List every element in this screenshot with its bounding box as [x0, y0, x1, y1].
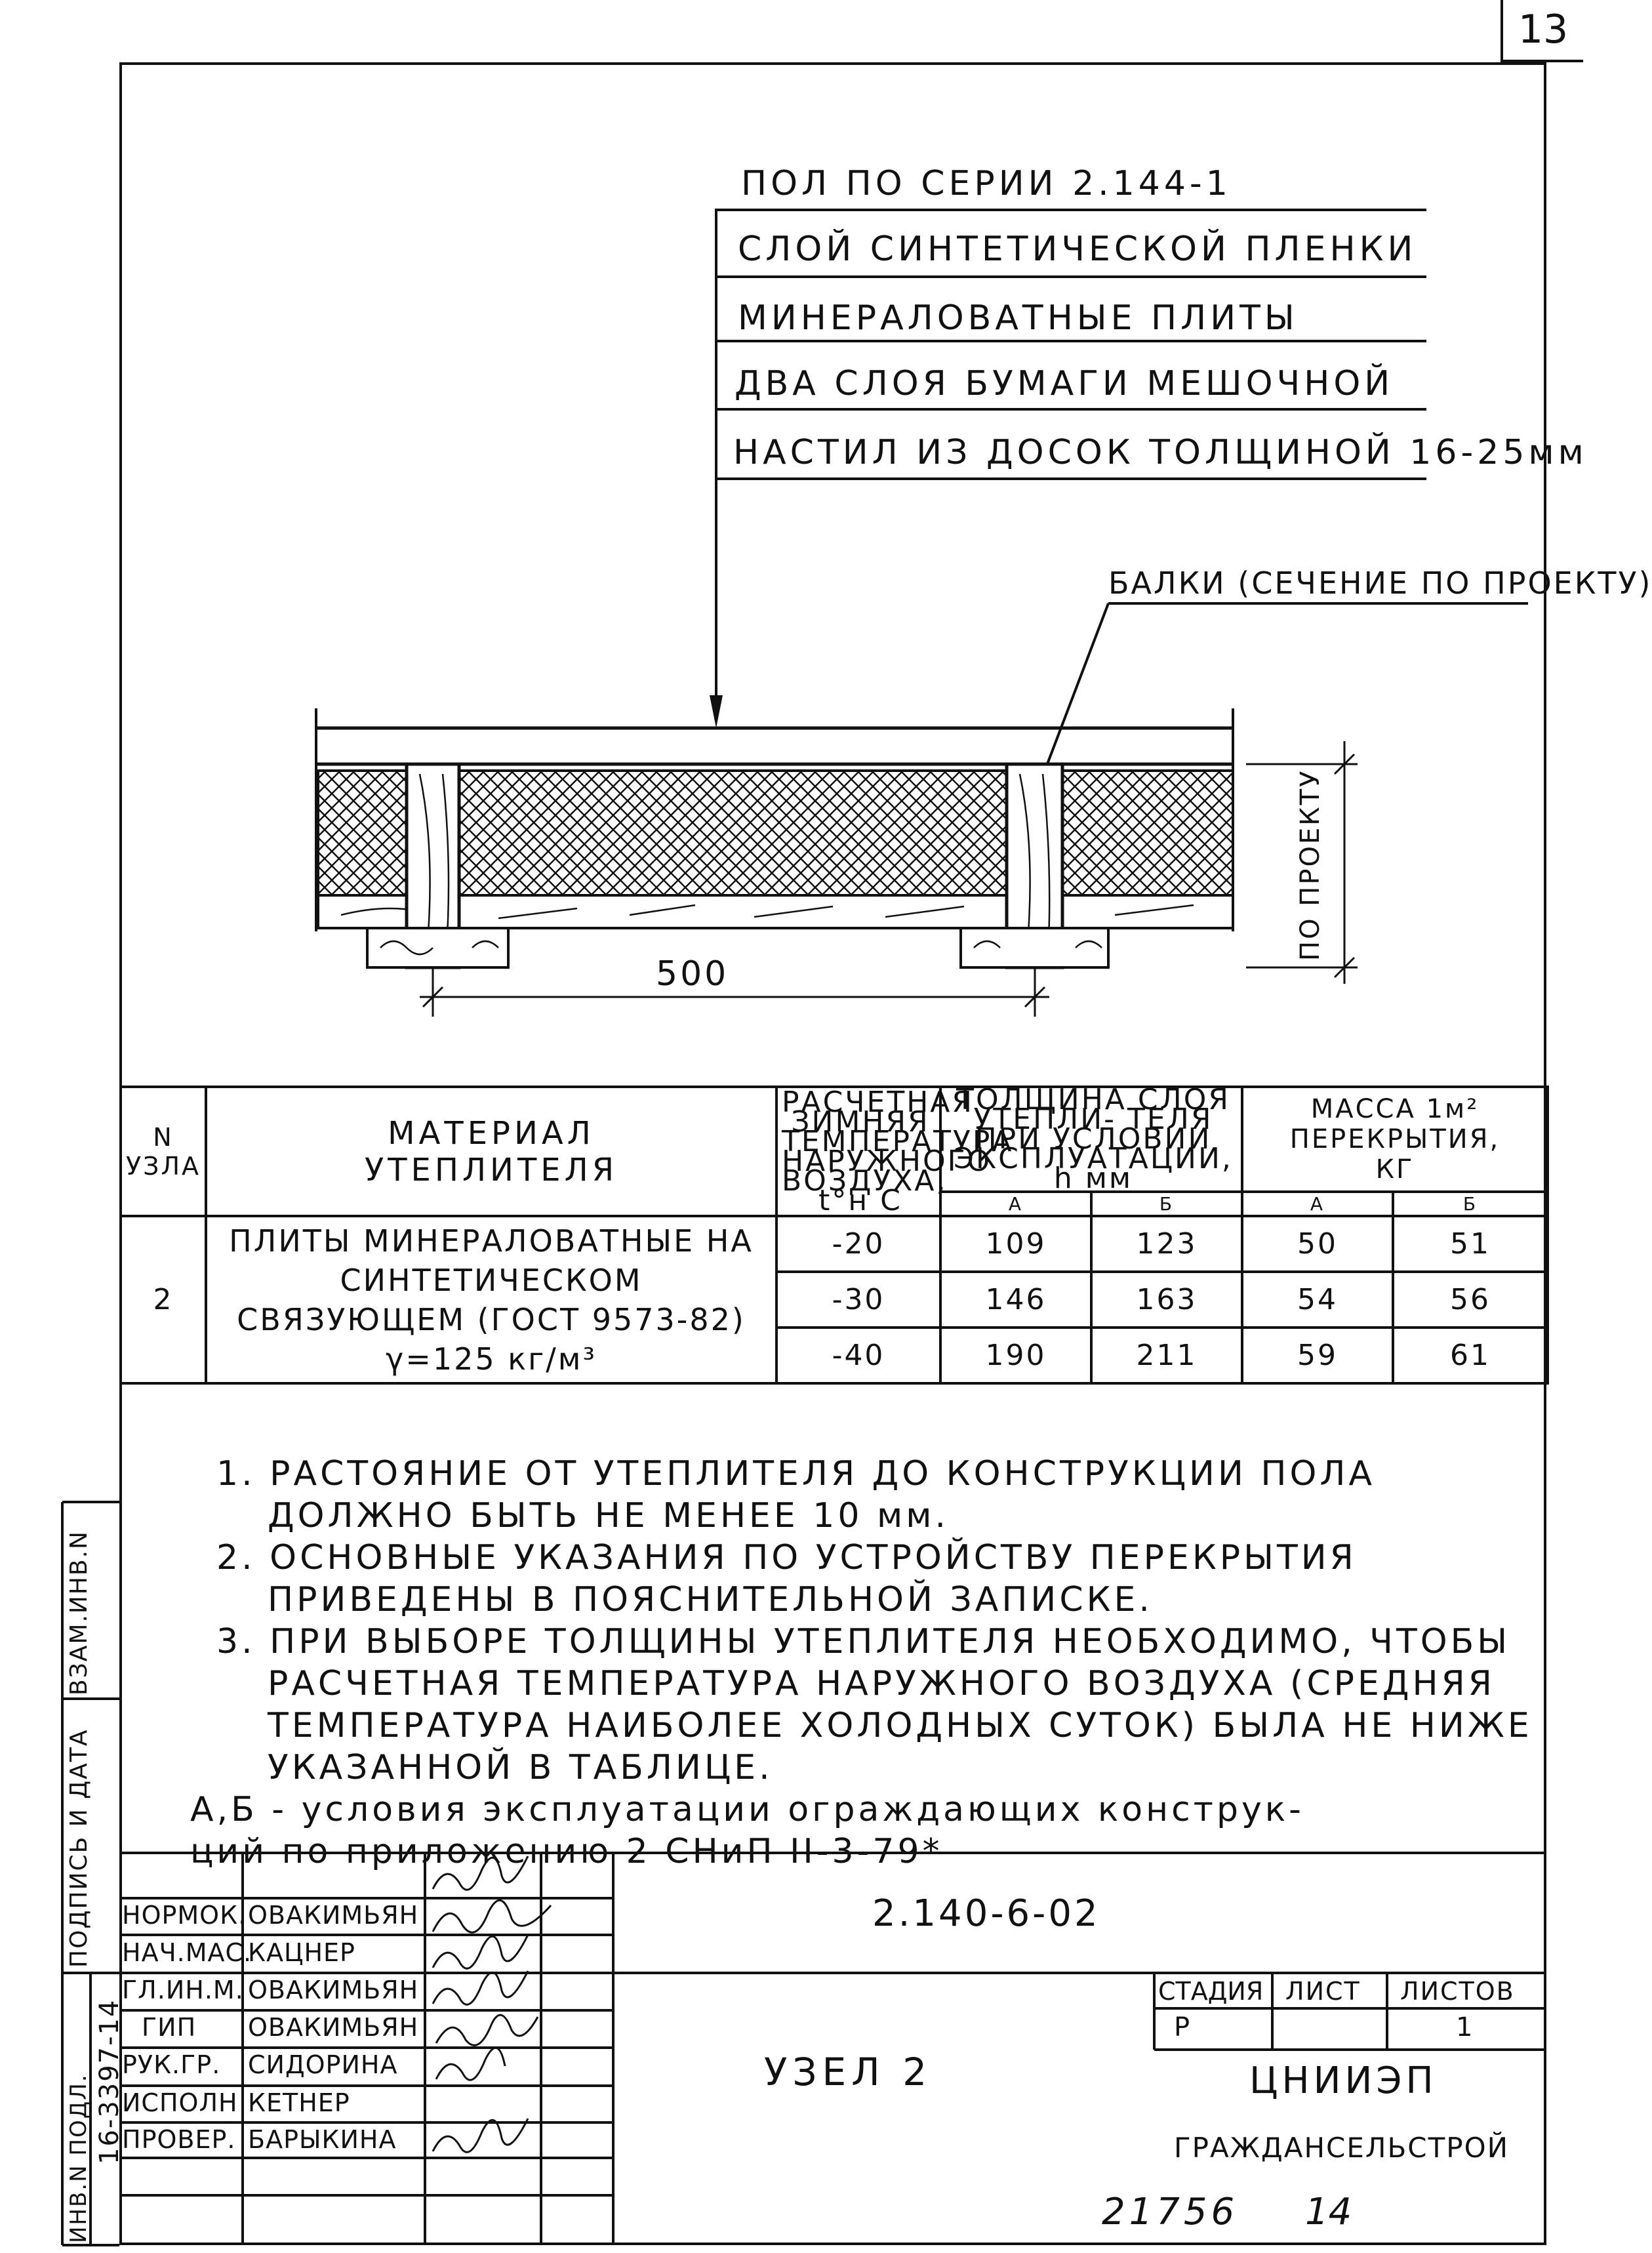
mass-a-cell: 59	[1242, 1328, 1393, 1383]
material-name: ПЛИТЫ МИНЕРАЛОВАТНЫЕ НА СИНТЕТИЧЕСКОМ СВЯЗУЮЩЕМ (ГОСТ 9573-82) γ=125 кг/м³	[206, 1216, 776, 1383]
header-node: N УЗЛА	[121, 1087, 206, 1216]
sheet-title: УЗЕЛ 2	[764, 2050, 933, 2094]
thick-a-cell: 146	[940, 1272, 1091, 1328]
header-thick-a: А	[940, 1192, 1091, 1216]
signer-role: ПРОВЕР.	[122, 2125, 236, 2154]
node-number: 2	[121, 1216, 206, 1383]
inventory-number: 16-3397-14	[94, 1999, 125, 2164]
page-number: 13	[1501, 0, 1583, 62]
note-3: 3. ПРИ ВЫБОРЕ ТОЛЩИНЫ УТЕПЛИТЕЛЯ НЕОБХОДИМО, ЧТОБЫ	[216, 1622, 1511, 1661]
replacement-inventory-label: ВЗАМ.ИНВ.N	[66, 1530, 92, 1695]
span-dimension: 500	[656, 954, 729, 994]
mass-b-cell: 61	[1393, 1328, 1548, 1383]
signer-row	[119, 1901, 546, 1938]
layer-floor: ПОЛ ПО СЕРИИ 2.144-1	[741, 164, 1232, 203]
signer-role: ГЛ.ИН.М.	[122, 1976, 244, 2004]
sheets-header: ЛИСТОВ	[1400, 1977, 1515, 2006]
sheet-header: ЛИСТ	[1285, 1977, 1361, 2006]
temp-cell: -20	[776, 1216, 940, 1272]
header-mass-a: А	[1242, 1192, 1393, 1216]
organization-division: ГРАЖДАНСЕЛЬСТРОЙ	[1174, 2132, 1510, 2164]
signer-row	[119, 2088, 546, 2126]
signer-name: БАРЫКИНА	[248, 2125, 397, 2154]
signer-row	[119, 2050, 546, 2088]
note-conditions-cont: ций по приложению 2 СНиП II-3-79*	[190, 1832, 943, 1871]
stage-value: Р	[1174, 2012, 1190, 2042]
thick-b-cell: 163	[1091, 1272, 1242, 1328]
organization-name: ЦНИИЭП	[1249, 2060, 1438, 2102]
note-conditions: А,Б - условия эксплуатации ограждающих конструк-	[190, 1790, 1304, 1829]
header-thickness: ТОЛЩИНА СЛОЯ УТЕПЛИ- ТЕЛЯ ПРИ УСЛОВИИ ЭКСПЛУАТАЦИИ, h мм	[940, 1087, 1242, 1192]
mass-a-cell: 50	[1242, 1216, 1393, 1272]
header-temperature: РАСЧЕТНАЯ ЗИМНЯЯ ТЕМПЕРАТУРА НАРУЖНОГО ВОЗДУХА, t°н С	[776, 1087, 940, 1216]
signer-name: СИДОРИНА	[248, 2050, 398, 2079]
signer-role: НАЧ.МАС.	[122, 1938, 252, 1967]
mass-b-cell: 51	[1393, 1216, 1548, 1272]
signer-row	[119, 1938, 546, 1976]
signer-role: ИСПОЛН	[122, 2088, 238, 2117]
beams-label: БАЛКИ (СЕЧЕНИЕ ПО ПРОЕКТУ)	[1108, 565, 1652, 601]
layer-boards: НАСТИЛ ИЗ ДОСОК ТОЛЩИНОЙ 16-25мм	[733, 433, 1588, 472]
thick-b-cell: 123	[1091, 1216, 1242, 1272]
header-thick-b: Б	[1091, 1192, 1242, 1216]
sheets-value: 1	[1456, 2012, 1473, 2042]
temp-cell: -40	[776, 1328, 940, 1383]
height-dimension: ПО ПРОЕКТУ	[1295, 769, 1325, 961]
thick-b-cell: 211	[1091, 1328, 1242, 1383]
signer-name: ОВАКИМЬЯН	[248, 1901, 419, 1930]
layer-film: СЛОЙ СИНТЕТИЧЕСКОЙ ПЛЕНКИ	[738, 230, 1417, 269]
footer-page: 14	[1305, 2191, 1352, 2233]
note-3-cont: ТЕМПЕРАТУРА НАИБОЛЕЕ ХОЛОДНЫХ СУТОК) БЫЛА НЕ НИЖЕ	[268, 1706, 1533, 1745]
signer-role: РУК.ГР.	[122, 2050, 221, 2079]
note-3-cont: РАСЧЕТНАЯ ТЕМПЕРАТУРА НАРУЖНОГО ВОЗДУХА (СРЕДНЯЯ	[268, 1664, 1495, 1703]
signer-row	[119, 2125, 546, 2162]
layer-mineral-wool: МИНЕРАЛОВАТНЫЕ ПЛИТЫ	[738, 298, 1299, 338]
signer-role: ГИП	[142, 2013, 197, 2042]
header-mass-b: Б	[1393, 1192, 1548, 1216]
archive-number: 21756	[1102, 2191, 1239, 2233]
inventory-original-label: ИНВ.N ПОДЛ.	[66, 2073, 92, 2243]
note-3-cont: УКАЗАННОЙ В ТАБЛИЦЕ.	[268, 1748, 773, 1787]
thick-a-cell: 109	[940, 1216, 1091, 1272]
stage-header: СТАДИЯ	[1158, 1977, 1264, 2006]
header-mass: МАССА 1м² ПЕРЕКРЫТИЯ, КГ	[1242, 1087, 1548, 1192]
layer-paper: ДВА СЛОЯ БУМАГИ МЕШОЧНОЙ	[735, 364, 1394, 403]
signature-date-label: ПОДПИСЬ И ДАТА	[66, 1728, 92, 1968]
signer-row	[119, 2013, 546, 2050]
document-code: 2.140-6-02	[872, 1892, 1100, 1935]
note-1-cont: ДОЛЖНО БЫТЬ НЕ МЕНЕЕ 10 мм.	[268, 1496, 949, 1535]
thick-a-cell: 190	[940, 1328, 1091, 1383]
mass-a-cell: 54	[1242, 1272, 1393, 1328]
temp-cell: -30	[776, 1272, 940, 1328]
signer-row	[119, 1976, 546, 2013]
header-material: МАТЕРИАЛ УТЕПЛИТЕЛЯ	[206, 1087, 776, 1216]
note-2-cont: ПРИВЕДЕНЫ В ПОЯСНИТЕЛЬНОЙ ЗАПИСКЕ.	[268, 1580, 1153, 1619]
signer-name: КЕТНЕР	[248, 2088, 350, 2117]
signer-name: ОВАКИМЬЯН	[248, 1976, 419, 2004]
mass-b-cell: 56	[1393, 1272, 1548, 1328]
note-2: 2. ОСНОВНЫЕ УКАЗАНИЯ ПО УСТРОЙСТВУ ПЕРЕКРЫТИЯ	[216, 1538, 1357, 1577]
signer-role: НОРМОК.	[122, 1901, 247, 1930]
signer-name: КАЦНЕР	[248, 1938, 355, 1967]
signer-name: ОВАКИМЬЯН	[248, 2013, 419, 2042]
note-1: 1. РАСТОЯНИЕ ОТ УТЕПЛИТЕЛЯ ДО КОНСТРУКЦИИ ПОЛА	[216, 1454, 1376, 1493]
